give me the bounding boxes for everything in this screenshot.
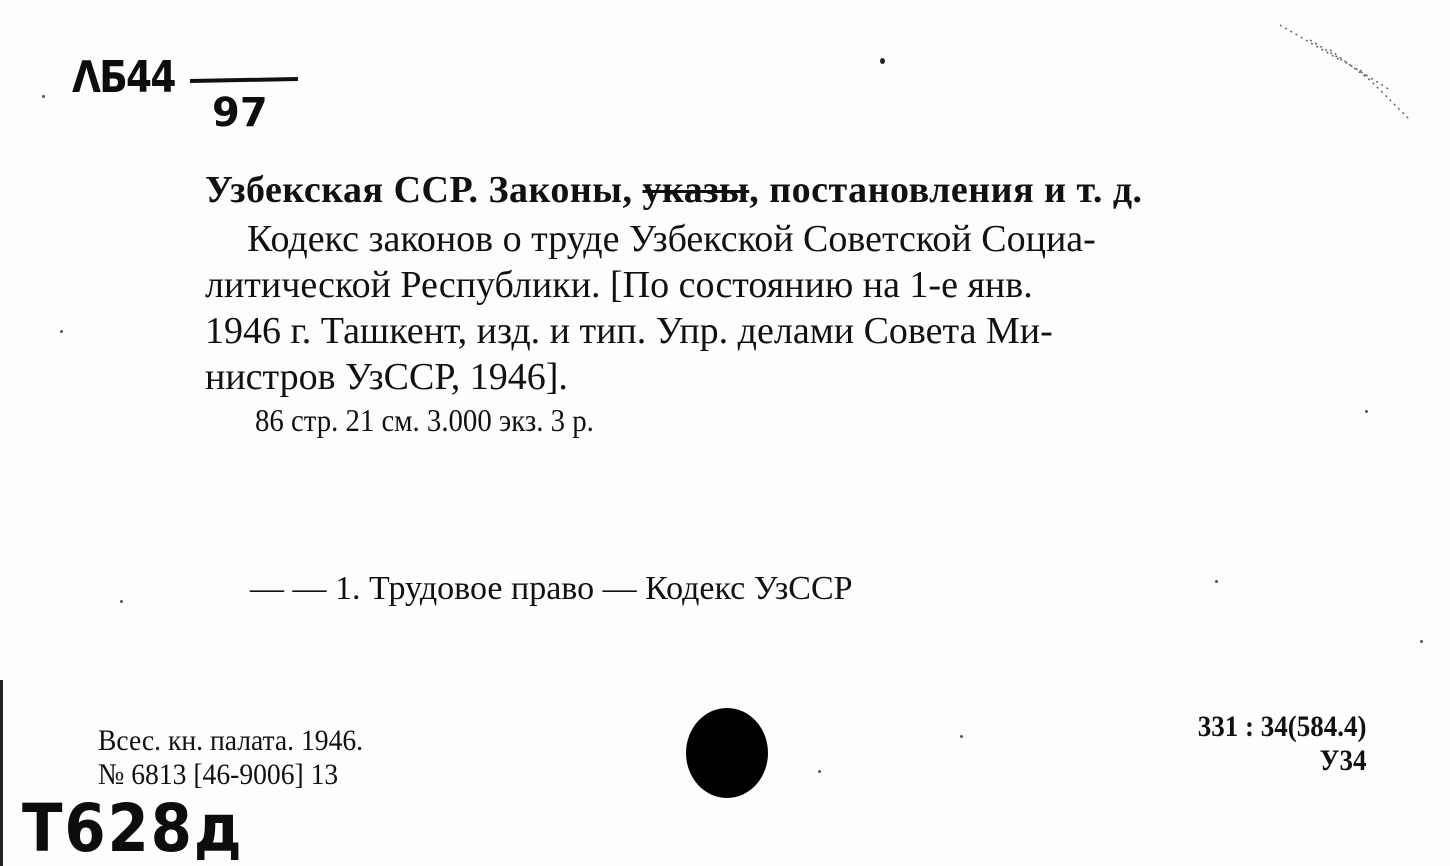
body-line: 1946 г. Ташкент, изд. и тип. Упр. делами Совета Ми- (205, 310, 1053, 352)
body-line: литической Республики. [По состоянию на 1-е янв. (205, 264, 1033, 306)
author-mark: У34 (1319, 744, 1366, 777)
speck (60, 330, 63, 333)
shelfmark-bottom: 97 (212, 90, 268, 136)
collation: 86 стр. 21 см. 3.000 экз. 3 р. (255, 402, 594, 438)
title-description (205, 216, 1370, 400)
body-line: Кодекс законов о труде Узбекской Советской Социа- (247, 218, 1096, 260)
speck (1215, 580, 1218, 583)
speck (1365, 410, 1368, 413)
heading-prefix: Узбекская ССР. Законы, (205, 169, 643, 211)
shelfmark-divider (190, 77, 298, 83)
registry-line: Всес. кн. палата. 1946. (98, 724, 364, 757)
card-edge (0, 680, 3, 866)
speck (120, 600, 123, 603)
speck (1420, 640, 1423, 643)
classification-block (1197, 710, 1366, 778)
punch-hole (686, 708, 768, 798)
speck (880, 58, 885, 64)
handwritten-number: Т628д (22, 790, 244, 866)
heading-struck-word: указы (642, 169, 750, 211)
subject-tracing: — — 1. Трудовое право — Кодекс УзССР (250, 570, 853, 607)
classification-code: 331 : 34(584.4) (1197, 710, 1366, 743)
shelfmark-top: ΛБ44 (72, 52, 175, 103)
speck (960, 735, 963, 738)
speck (42, 95, 45, 98)
speck (818, 770, 821, 773)
registry-info (98, 724, 363, 792)
heading-suffix: , постановления и т. д. (749, 169, 1143, 211)
corner-scratches (1270, 20, 1420, 130)
body-line: нистров УзССР, 1946]. (205, 356, 568, 398)
card-heading (205, 168, 1143, 212)
registry-number: № 6813 [46-9006] 13 (98, 758, 339, 791)
